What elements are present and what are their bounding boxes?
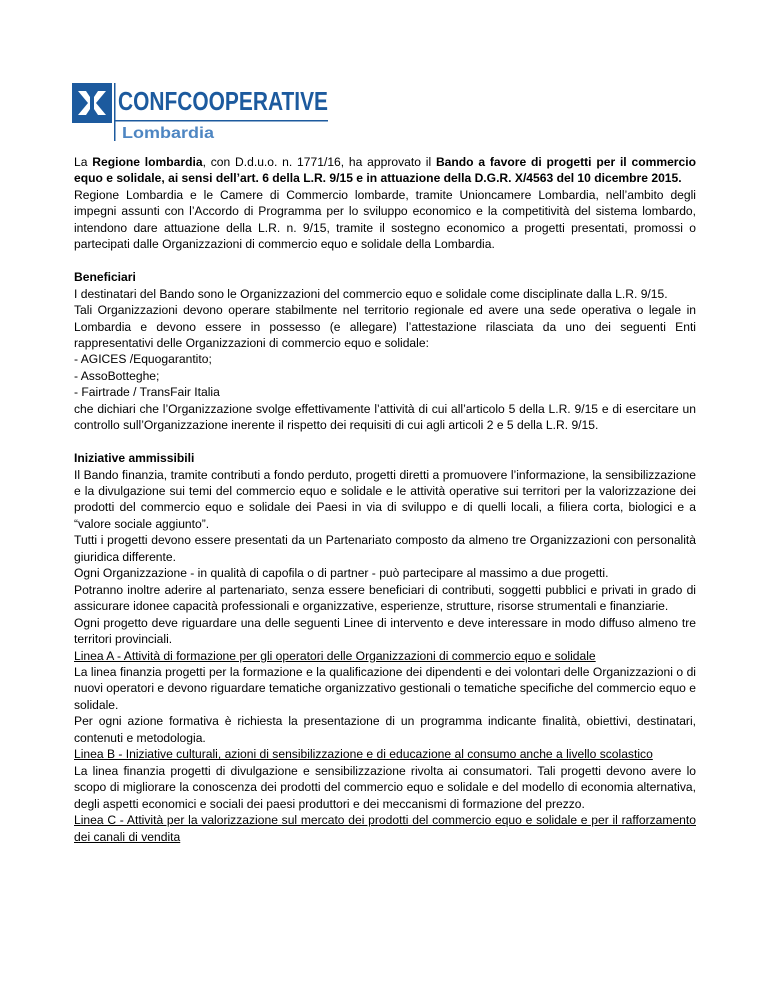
- linea-c-title-text: Linea C - Attività per la valorizzazione sul mercato dei prodotti del commercio equo e solidale e per il rafforzamento dei canali di vendita: [74, 813, 696, 844]
- logo-brand-text: CONFCOOPERATIVE: [118, 86, 328, 116]
- list-item: - AssoBotteghe;: [74, 368, 160, 383]
- intro-paragraph-1: [74, 154, 696, 187]
- linea-a-paragraph-1: La linea finanzia progetti per la formazione e la qualificazione dei dipendenti e dei volontari delle Organizzazioni o di nuovi operatori e devono riguardare tematiche organizzativo gestionali o tematiche specifiche del commercio equo e solidale.: [74, 665, 696, 712]
- linea-a-title-text: Linea A - Attività di formazione per gli operatori delle Organizzazioni di commercio equo e solidale: [74, 648, 596, 663]
- confcooperative-logo: [72, 80, 332, 142]
- iniziative-paragraph-1: Il Bando finanzia, tramite contributi a fondo perduto, progetti diretti a promuovere l’informazione, la sensibilizzazione e la divulgazione sui temi del commercio equo e solidale e le attività operative sui territori per la valorizzazione dei prodotti del commercio equo e solidale dei Paesi in via di sviluppo e di quelli locali, a filiera corta, biologici e a “valore sociale aggiunto”.: [74, 467, 696, 531]
- logo-divider-vertical: [114, 83, 116, 141]
- linea-c-title: [74, 812, 696, 845]
- beneficiari-heading: [74, 269, 696, 285]
- intro-bold-region: Regione lombardia: [92, 155, 203, 169]
- logo-region-text: Lombardia: [122, 125, 215, 142]
- intro-text: La: [74, 155, 93, 169]
- list-item: - AGICES /Equogarantito;: [74, 352, 212, 367]
- iniziative-paragraph-4: Potranno inoltre aderire al partenariato, senza essere beneficiari di contributi, soggetti pubblici e privati in grado di assicurare idonee capacità professionali e organizzative, esperienze, strutture, risorse strumentali e finanziarie.: [74, 582, 696, 614]
- list-item: - Fairtrade / TransFair Italia: [74, 385, 220, 400]
- beneficiari-paragraph-3: che dichiari che l’Organizzazione svolge effettivamente l’attività di cui all’articolo 5 della L.R. 9/15 e di esercitare un controllo sull’Organizzazione inerente il rispetto dei requisiti di cui agli articoli 2 e 5 della L.R. 9/15.: [74, 401, 696, 433]
- iniziative-paragraph-3: Ogni Organizzazione - in qualità di capofila o di partner - può partecipare al massimo a due progetti.: [74, 566, 609, 581]
- iniziative-paragraph-5: Ogni progetto deve riguardare una delle seguenti Linee di intervento e deve interessare in modo diffuso almeno tre territori provinciali.: [74, 615, 696, 647]
- intro-bold-bando: Bando a favore di progetti per il commercio equo e solidale, ai sensi dell’art. 6 della L.R. 9/15 e in attuazione della D.G.R. X/4563 del 10 dicembre 2015.: [74, 155, 696, 186]
- linea-b-title-text: Linea B - Iniziative culturali, azioni di sensibilizzazione e di educazione al consumo anche a livello scolastico: [74, 747, 653, 762]
- document-body: [74, 154, 696, 845]
- beneficiari-heading-text: Beneficiari: [74, 270, 136, 285]
- intro-paragraph-2: Regione Lombardia e le Camere di Commercio lombarde, tramite Unioncamere Lombardia, nell’ambito degli impegni assunti con l’Accordo di Programma per lo sviluppo economico e la competitività del sistema lombardo, intendono dare attuazione della L.R. n. 9/15, tramite il sostegno economico a progetti presentati, promossi o partecipati dalle Organizzazioni di commercio equo e solidale della Lombardia.: [74, 187, 696, 252]
- iniziative-heading-text: Iniziative ammissibili: [74, 451, 195, 466]
- beneficiari-paragraph-2: Tali Organizzazioni devono operare stabilmente nel territorio regionale ed avere una sede operativa o legale in Lombardia e devono essere in possesso (e allegare) l’attestazione rilasciata da uno dei seguenti Enti rappresentativi delle Organizzazioni di commercio equo e solidale:: [74, 303, 696, 350]
- linea-b-paragraph-1: La linea finanzia progetti di divulgazione e sensibilizzazione rivolta ai consumatori. Tali progetti devono avere lo scopo di migliorare la conoscenza dei prodotti del commercio equo e solidale e del modello di economia alternativa, degli aspetti economici e sociali dei paesi produttori e dei meccanismi di formazione del prezzo.: [74, 763, 696, 811]
- linea-b-title: [74, 746, 696, 762]
- linea-a-title: [74, 648, 696, 664]
- iniziative-paragraph-2: Tutti i progetti devono essere presentati da un Partenariato composto da almeno tre Organizzazioni con personalità giuridica differente.: [74, 533, 696, 564]
- logo-divider-horizontal: [114, 120, 328, 122]
- linea-a-paragraph-2: Per ogni azione formativa è richiesta la presentazione di un programma indicante finalità, obiettivi, destinatari, contenuti e metodologia.: [74, 714, 696, 745]
- iniziative-heading: [74, 450, 696, 466]
- intro-text: , con D.d.u.o. n. 1771/16, ha approvato il: [202, 155, 436, 169]
- beneficiari-paragraph-1: I destinatari del Bando sono le Organizzazioni del commercio equo e solidale come disciplinate dalla L.R. 9/15.: [74, 286, 668, 301]
